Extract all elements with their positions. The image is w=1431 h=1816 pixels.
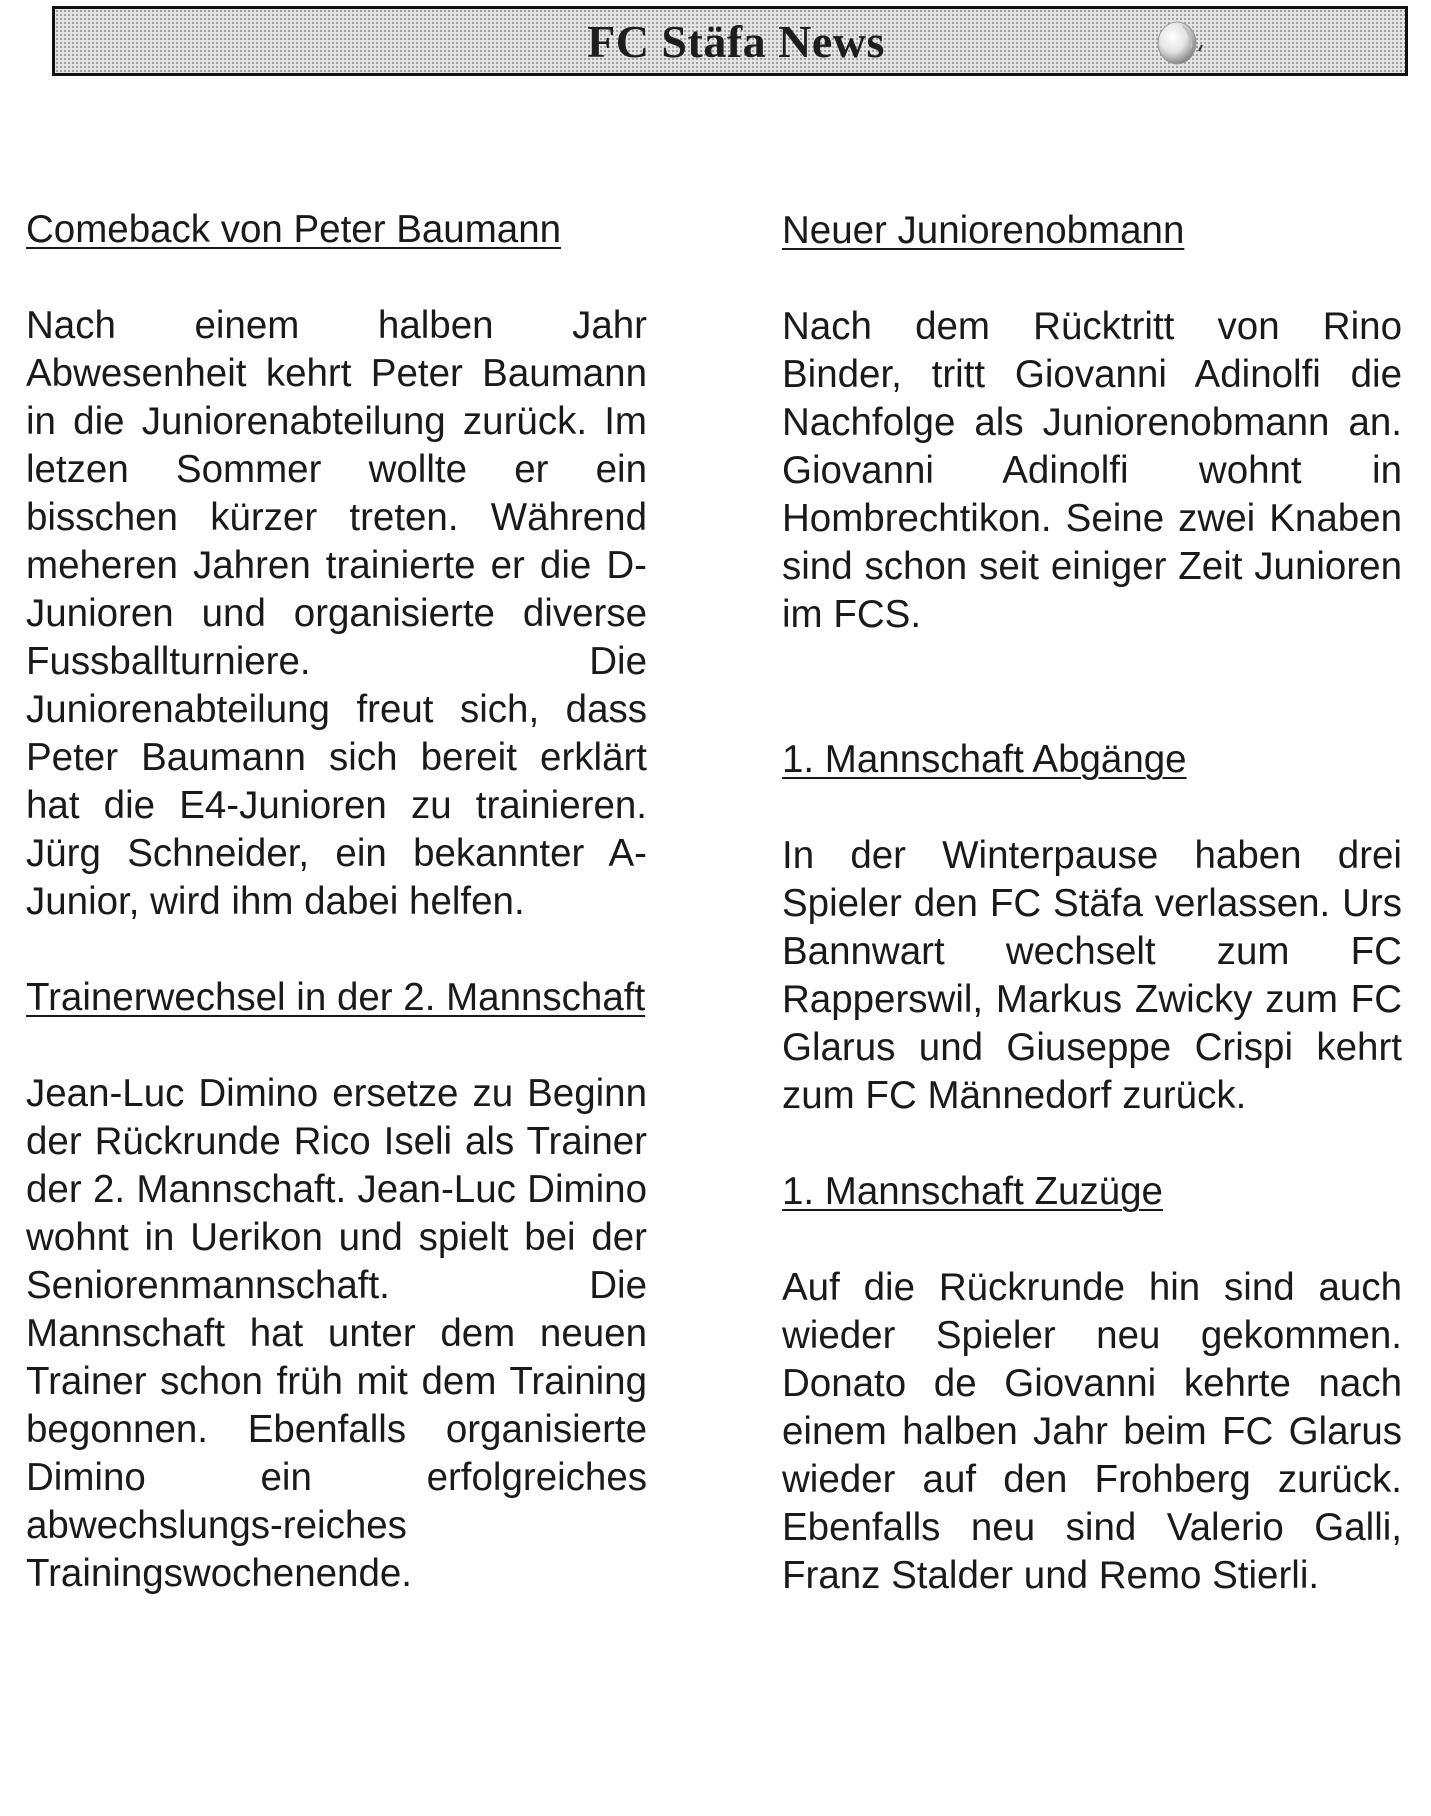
soccer-ball-icon (1153, 18, 1209, 68)
newsletter-title: FC Stäfa News (587, 15, 885, 67)
section-body-peter-baumann: Nach einem halben Jahr Abwesenheit kehrt Peter Baumann in die Juniorenabteilung zurück. Im letzen Sommer wollte er ein bisschen kürzer treten. Während meheren Jahren trainierte er die D-Junioren und organisierte diverse Fussballturniere. Die Juniorenabteilung freut sich, dass Peter Baumann sich bereit erklärt hat die E4-Junioren zu trainieren. Jürg Schneider, ein bekannter A-Junior, wird ihm dabei helfen. (26, 304, 647, 923)
left-column (26, 206, 647, 1598)
section-body-zuzuege: Auf die Rückrunde hin sind auch wieder Spieler neu gekommen. Donato de Giovanni kehrte nach einem halben Jahr beim FC Glarus wieder auf den Frohberg zurück. Ebenfalls neu sind Valerio Galli, Franz Stalder und Remo Stierli. (782, 1266, 1402, 1597)
right-column (782, 207, 1402, 1600)
section-heading-peter-baumann: Comeback von Peter Baumann (26, 208, 562, 251)
section-heading-juniorenobmann: Neuer Juniorenobmann (782, 209, 1185, 252)
newsletter-banner (52, 6, 1408, 76)
section-heading-zuzuege: 1. Mannschaft Zuzüge (782, 1170, 1163, 1213)
section-heading-trainerwechsel: Trainerwechsel in der 2. Mannschaft (26, 976, 646, 1019)
section-body-abgaenge: In der Winterpause haben drei Spieler den FC Stäfa verlassen. Urs Bannwart wechselt zum FC Rapperswil, Markus Zwicky zum FC Glarus und Giuseppe Crispi kehrt zum FC Männedorf zurück. (782, 834, 1402, 1117)
section-body-trainerwechsel: Jean-Luc Dimino ersetze zu Beginn der Rückrunde Rico Iseli als Trainer der 2. Mannschaft. Jean-Luc Dimino wohnt in Uerikon und spielt bei der Seniorenmannschaft. Die Mannschaft hat unter dem neuen Trainer schon früh mit dem Training begonnen. Ebenfalls organisierte Dimino ein erfolgreiches abwechslungs-reiches Trainingswochenende. (26, 1072, 647, 1595)
section-body-juniorenobmann: Nach dem Rücktritt von Rino Binder, tritt Giovanni Adinolfi die Nachfolge als Juniorenobmann an. Giovanni Adinolfi wohnt in Hombrechtikon. Seine zwei Knaben sind schon seit einiger Zeit Junioren im FCS. (782, 305, 1402, 636)
section-heading-abgaenge: 1. Mannschaft Abgänge (782, 738, 1187, 781)
